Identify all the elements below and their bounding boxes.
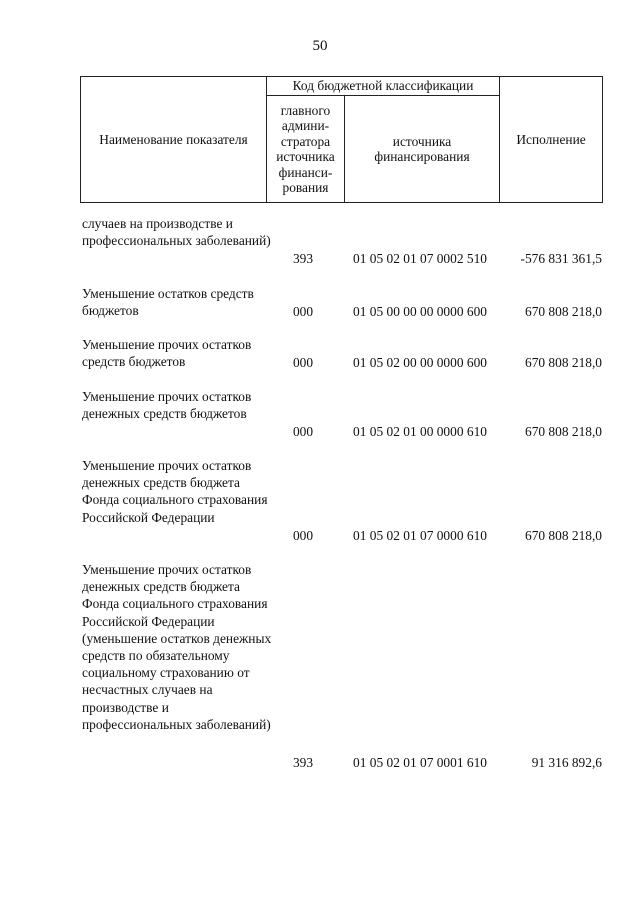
header-code-group: Код бюджетной классификации	[267, 77, 500, 96]
header-name: Наименование показателя	[81, 77, 267, 203]
row-name: Уменьшение прочих остатков средств бюджетов	[82, 337, 252, 370]
row-admin-code: 393	[292, 754, 314, 770]
table-row	[0, 561, 640, 771]
row-name: Уменьшение прочих остатков денежных средств бюджета Фонда социального страхования Российской Федерации (уменьшение остатков денежных средств по обязательному социальному страхованию от несчастных случаев на производстве и профессиональных заболеваний)	[82, 562, 272, 732]
header-source: источника финансирования	[345, 96, 500, 203]
row-execution: 670 808 218,0	[525, 527, 602, 543]
row-admin-code: 000	[292, 303, 314, 319]
row-execution: 670 808 218,0	[525, 423, 602, 439]
table-row	[0, 388, 640, 440]
row-source-code: 01 05 02 01 07 0002 510	[353, 250, 487, 266]
row-name: случаев на производстве и профессиональных заболеваний)	[82, 216, 271, 249]
table-header	[80, 76, 603, 203]
row-execution: 91 316 892,6	[531, 754, 602, 770]
row-name: Уменьшение прочих остатков денежных средств бюджета Фонда социального страхования Российской Федерации	[82, 458, 268, 525]
page-number: 50	[312, 38, 328, 54]
header-execution: Исполнение	[500, 77, 603, 203]
row-source-code: 01 05 00 00 00 0000 600	[353, 303, 487, 319]
table-row	[0, 215, 640, 267]
table-row	[0, 336, 640, 371]
row-name: Уменьшение остатков средств бюджетов	[82, 286, 254, 319]
row-source-code: 01 05 02 01 07 0001 610	[353, 754, 487, 770]
row-source-code: 01 05 02 00 00 0000 600	[353, 354, 487, 370]
row-name: Уменьшение прочих остатков денежных средств бюджетов	[82, 389, 252, 422]
table-row	[0, 285, 640, 320]
row-source-code: 01 05 02 01 07 0000 610	[353, 527, 487, 543]
row-execution: 670 808 218,0	[525, 354, 602, 370]
row-execution: 670 808 218,0	[525, 303, 602, 319]
table-row	[0, 457, 640, 544]
row-admin-code: 000	[292, 423, 314, 439]
row-admin-code: 393	[292, 250, 314, 266]
row-admin-code: 000	[292, 527, 314, 543]
row-admin-code: 000	[292, 354, 314, 370]
row-source-code: 01 05 02 01 00 0000 610	[353, 423, 487, 439]
header-admin: главного админи-стратора источника финанси-рования	[267, 96, 345, 203]
row-execution: -576 831 361,5	[520, 250, 602, 266]
